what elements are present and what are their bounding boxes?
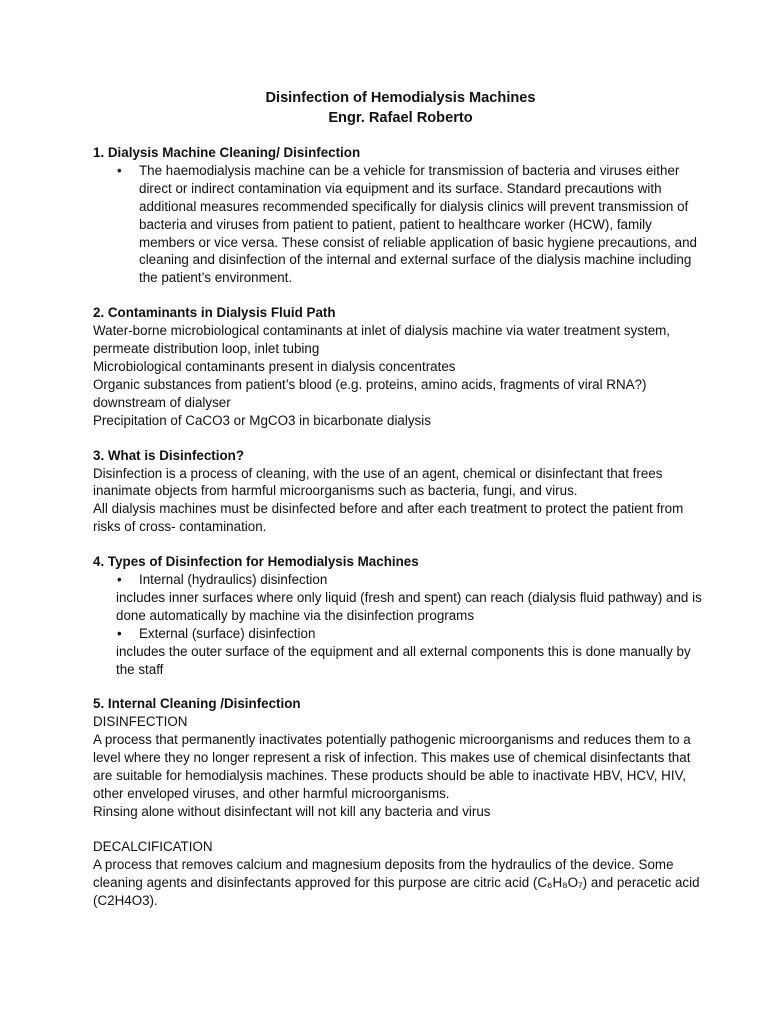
list-item: [93, 625, 708, 643]
section-4-list: [93, 625, 708, 643]
list-item-detail: includes inner surfaces where only liquid (fresh and spent) can reach (dialysis fluid pathway) and is done automatically by machine via the disinfection programs: [116, 589, 702, 623]
section-3: [93, 447, 708, 537]
list-item: [93, 162, 708, 287]
section-2-heading: 2. Contaminants in Dialysis Fluid Path: [93, 305, 336, 321]
list-item: [93, 571, 708, 589]
paragraph-line: Microbiological contaminants present in dialysis concentrates: [93, 358, 456, 374]
section-3-heading: 3. What is Disinfection?: [93, 447, 245, 463]
subsection-label-disinfection: DISINFECTION: [93, 714, 188, 730]
section-5-heading: 5. Internal Cleaning /Disinfection: [93, 696, 301, 712]
section-4: [93, 553, 708, 678]
list-item-text: The haemodialysis machine can be a vehicle for transmission of bacteria and viruses either direct or indirect contamination via equipment and its surface. Standard precautions with additional measures recommended specifically for dialysis clinics will prevent transmission of bacteria and viruses from patient to patient, patient to healthcare worker (HCW), family members or vice versa. These consist of reliable application of basic hygiene precautions, and cleaning and disinfection of the internal and external surface of the dialysis machine including the patient’s environment.: [139, 162, 697, 286]
rinsing-paragraph: Rinsing alone without disinfectant will not kill any bacteria and virus: [93, 803, 491, 819]
list-item-text: Internal (hydraulics) disinfection: [139, 572, 328, 588]
bullet-dot-icon: •: [117, 572, 122, 588]
list-item-text: External (surface) disinfection: [139, 625, 316, 641]
document-title: Disinfection of Hemodialysis Machines: [265, 90, 536, 106]
paragraph-line: All dialysis machines must be disinfected before and after each treatment to protect the patient from risks of cross- contamination.: [93, 501, 684, 535]
section-1-list: [93, 162, 708, 287]
section-5: [93, 695, 708, 909]
spacer: [93, 821, 708, 838]
paragraph-line: Disinfection is a process of cleaning, with the use of an agent, chemical or disinfectant that frees inanimate objects from harmful microorganisms such as bacteria, fungi, and virus.: [93, 465, 663, 499]
paragraph-line: Organic substances from patient’s blood (e.g. proteins, amino acids, fragments of viral RNA?) downstream of dialyser: [93, 376, 647, 410]
paragraph-line: Water-borne microbiological contaminants at inlet of dialysis machine via water treatment system, permeate distribution loop, inlet tubing: [93, 323, 671, 357]
document-author: Engr. Rafael Roberto: [328, 110, 473, 126]
section-4-list: [93, 571, 708, 589]
paragraph-line: Precipitation of CaCO3 or MgCO3 in bicarbonate dialysis: [93, 412, 431, 428]
decalcification-paragraph: A process that removes calcium and magnesium deposits from the hydraulics of the device. Some cleaning agents and disinfectants approved for this purpose are citric acid (C₆H₈O₇) and peracetic acid (C2H4O3).: [93, 856, 700, 908]
list-item-detail: includes the outer surface of the equipment and all external components this is done manually by the staff: [116, 643, 691, 677]
bullet-dot-icon: •: [117, 625, 122, 641]
section-4-heading: 4. Types of Disinfection for Hemodialysis Machines: [93, 554, 419, 570]
section-1: [93, 144, 708, 287]
section-1-heading: 1. Dialysis Machine Cleaning/ Disinfection: [93, 145, 361, 160]
section-2: [93, 304, 708, 429]
disinfection-paragraph: A process that permanently inactivates potentially pathogenic microorganisms and reduces them to a level where they no longer represent a risk of infection. This makes use of chemical disinfectants that are suitable for hemodialysis machines. These products should be able to inactivate HBV, HCV, HIV, other enveloped viruses, and other harmful microorganisms.: [93, 732, 691, 801]
subsection-label-decalcification: DECALCIFICATION: [93, 838, 213, 854]
bullet-dot-icon: •: [117, 162, 122, 178]
